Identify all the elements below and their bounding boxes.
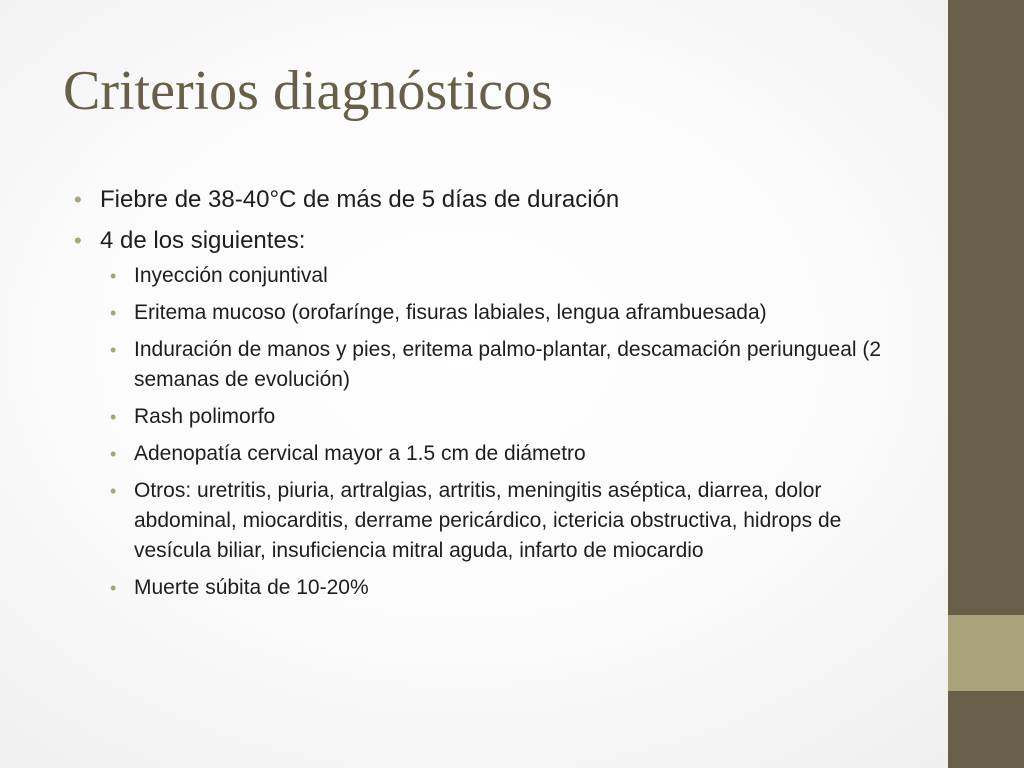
slide-content bbox=[72, 184, 912, 613]
list-item bbox=[72, 225, 912, 603]
bullet-icon: • bbox=[110, 578, 117, 598]
sub-list-item-text: Otros: uretritis, piuria, artralgias, artritis, meningitis aséptica, diarrea, dolor abdominal, miocarditis, derrame pericárdico, ictericia obstructiva, hidrops de vesícula biliar, insuficiencia mitral aguda, infarto de miocardio bbox=[134, 479, 842, 562]
sub-list-item-text: Adenopatía cervical mayor a 1.5 cm de diámetro bbox=[134, 442, 586, 465]
bullet-icon: • bbox=[110, 407, 117, 427]
sub-list-item-text: Rash polimorfo bbox=[134, 405, 276, 428]
list-item-text: 4 de los siguientes: bbox=[100, 227, 306, 254]
bullet-icon: • bbox=[74, 228, 82, 253]
bullet-list bbox=[72, 184, 912, 603]
side-bar-accent bbox=[948, 615, 1024, 691]
sub-list-item bbox=[100, 261, 912, 291]
list-item-text: Fiebre de 38-40°C de más de 5 días de duración bbox=[100, 186, 620, 213]
sub-list-item bbox=[100, 402, 912, 432]
bullet-icon: • bbox=[110, 481, 117, 501]
bullet-icon: • bbox=[110, 266, 117, 286]
sub-list-item-text: Eritema mucoso (orofarínge, fisuras labiales, lengua aframbuesada) bbox=[134, 301, 767, 324]
sub-list-item bbox=[100, 476, 912, 566]
bullet-icon: • bbox=[110, 444, 117, 464]
slide-title: Criterios diagnósticos bbox=[63, 60, 553, 122]
sub-list-item-text: Induración de manos y pies, eritema palmo-plantar, descamación periungueal (2 semanas de evolución) bbox=[134, 338, 882, 391]
list-item bbox=[72, 184, 912, 215]
bullet-icon: • bbox=[74, 187, 82, 212]
bullet-icon: • bbox=[110, 303, 117, 323]
sub-list-item-text: Muerte súbita de 10-20% bbox=[134, 576, 369, 599]
sub-list-item bbox=[100, 573, 912, 603]
sub-list-item bbox=[100, 439, 912, 469]
sub-list-item-text: Inyección conjuntival bbox=[134, 264, 328, 287]
sub-list-item bbox=[100, 335, 912, 395]
sub-bullet-list bbox=[100, 261, 912, 603]
bullet-icon: • bbox=[110, 340, 117, 360]
sub-list-item bbox=[100, 298, 912, 328]
